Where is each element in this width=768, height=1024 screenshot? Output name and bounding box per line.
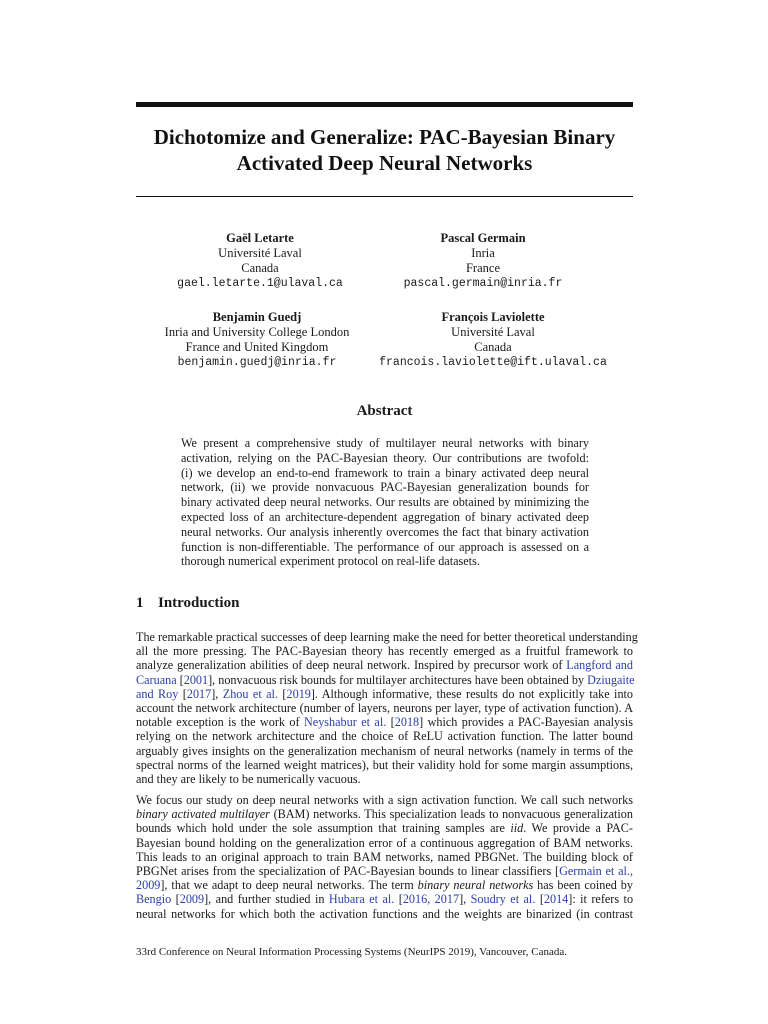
text-run: bounds which hold under the sole assumption that training samples are [136, 821, 511, 836]
text-run: ]. Although informative, these results do not explicitly take into [310, 686, 634, 701]
author-name: Gaël Letarte [226, 231, 294, 245]
citation-link[interactable]: 2017 [186, 686, 212, 701]
author-name: Benjamin Guedj [212, 310, 302, 324]
paragraph-line: relying on the network architecture and the choice of ReLU activation function. The latter bound [136, 729, 633, 744]
section-number: 1 [136, 595, 144, 611]
abstract-line: binary activated deep neural networks. Our results are obtained by minimizing the [181, 495, 589, 510]
paragraph-line: account the network architecture (number of layers, neurons per layer, type of activation function). A [136, 701, 633, 716]
paragraph-line: Bayesian bound holding on the generalization error of a continuous aggregation of BAM networks. [136, 835, 633, 850]
author-email[interactable]: francois.laviolette@ift.ulaval.ca [379, 356, 607, 369]
title-line-1: Dichotomize and Generalize: PAC-Bayesian Binary [153, 125, 616, 149]
paragraph-line [136, 715, 633, 729]
paragraph-line: and they are likely to be numerically vacuous. [136, 772, 361, 787]
paragraph-line [136, 864, 633, 878]
author-block-letarte [160, 231, 360, 291]
abstract-line: expected loss of an architecture-dependent aggregation of binary activated deep [181, 509, 589, 524]
intro-paragraph-2 [136, 793, 633, 921]
citation-link[interactable]: 2001 [183, 672, 209, 687]
text-run: ], and further studied in [204, 892, 329, 907]
paragraph-line [136, 687, 633, 701]
text-run: has been coined by [533, 878, 633, 893]
author-affiliation: Inria [471, 246, 495, 260]
author-affiliation: Université Laval [218, 246, 302, 260]
author-email[interactable]: benjamin.guedj@inria.fr [177, 356, 337, 369]
abstract-line: network, (ii) we provide nonvacuous PAC-Bayesian generalization bounds for [181, 480, 589, 495]
text-run: ], nonvacuous risk bounds for multilayer architectures have been obtained by [208, 672, 588, 687]
paragraph-line: The remarkable practical successes of deep learning make the need for better theoretical understanding [136, 630, 638, 644]
author-country: Canada [241, 261, 279, 275]
text-run: . We provide a PAC- [523, 821, 633, 836]
text-run: ] which provides a PAC-Bayesian analysis [419, 715, 634, 730]
text-run: ], [211, 686, 223, 701]
italic-term: binary activated multilayer [136, 807, 270, 822]
title-top-rule [136, 102, 633, 107]
citation-link[interactable]: Dziugaite [587, 672, 635, 687]
citation-link[interactable]: Langford and [566, 658, 633, 673]
text-run: [ [171, 892, 180, 907]
text-run: ]: it refers to [568, 892, 634, 907]
text-run: ], that we adapt to deep neural networks. The term [160, 878, 418, 893]
conference-footnote: 33rd Conference on Neural Information Processing Systems (NeurIPS 2019), Vancouver, Canada. [136, 946, 568, 958]
citation-link[interactable]: Caruana [136, 672, 177, 687]
paragraph-line [136, 821, 633, 835]
abstract-heading: Abstract [356, 403, 413, 419]
paragraph-line: This leads to an original approach to train BAM networks, named PBGNet. The building block of [136, 849, 633, 864]
text-run: [ [394, 892, 403, 907]
citation-link[interactable]: and Roy [136, 686, 179, 701]
abstract-line: We present a comprehensive study of multilayer neural networks with binary [181, 436, 589, 450]
abstract-line: thorough numerical experiment protocol on real-life datasets. [181, 554, 480, 569]
author-country: France and United Kingdom [185, 340, 329, 354]
abstract-body [181, 436, 589, 569]
citation-link[interactable]: Hubara et al. [328, 892, 395, 907]
text-run: ], [459, 892, 471, 907]
author-email[interactable]: pascal.germain@inria.fr [403, 277, 563, 290]
text-run: notable exception is the work of [136, 715, 304, 730]
text-run: [ [176, 672, 184, 687]
author-email[interactable]: gael.letarte.1@ulaval.ca [177, 277, 343, 290]
text-run: [ [386, 715, 395, 730]
text-run: analyze generalization abilities of deep neural network. Inspired by precursor work of [136, 658, 567, 673]
paragraph-line [136, 878, 633, 892]
citation-link[interactable]: 2009 [136, 878, 161, 893]
citation-link[interactable]: Soudry et al. [470, 892, 536, 907]
citation-link[interactable]: 2014 [543, 892, 569, 907]
author-country: France [465, 261, 500, 275]
paragraph-line: arguably gives insights on the generalization mechanism of neural networks (namely in terms of the [136, 743, 633, 758]
author-block-laviolette [375, 310, 611, 370]
paper-title [136, 124, 633, 176]
author-affiliation: Université Laval [451, 325, 535, 339]
section-title: Introduction [158, 595, 240, 611]
text-run: [ [278, 686, 287, 701]
text-run: [ [178, 686, 187, 701]
author-name: Pascal Germain [440, 231, 526, 245]
paragraph-line [136, 658, 633, 672]
author-country: Canada [474, 340, 512, 354]
author-affiliation: Inria and University College London [164, 325, 350, 339]
author-block-guedj [145, 310, 369, 370]
citation-link[interactable]: Zhou et al. [222, 686, 278, 701]
paragraph-line: spectral norms of the learned weight matrices), but their validity hold for some margin assumptions, [136, 757, 633, 772]
abstract-line: (i) we develop an end-to-end framework to train a binary activated deep neural [181, 465, 589, 480]
text-run: [ [535, 892, 544, 907]
section-heading-introduction [136, 595, 239, 612]
citation-link[interactable]: 2009 [179, 892, 205, 907]
text-run: PBGNet arises from the specialization of PAC-Bayesian bounds to linear classifiers [ [136, 864, 560, 879]
abstract-line: activation, relying on the PAC-Bayesian theory. Our contributions are twofold: [181, 450, 589, 465]
title-bottom-rule [136, 196, 633, 197]
paragraph-line [136, 673, 633, 687]
citation-link[interactable]: Germain et al., [559, 864, 633, 879]
title-line-2: Activated Deep Neural Networks [236, 151, 533, 175]
paragraph-line: neural networks for which both the activation functions and the weights are binarized (in contrast [136, 906, 633, 921]
paragraph-line [136, 892, 633, 906]
paragraph-line: all the more pressing. The PAC-Bayesian theory has recently emerged as a fruitful framework to [136, 644, 633, 659]
citation-link[interactable]: 2016, 2017 [402, 892, 460, 907]
paragraph-line [136, 807, 633, 821]
italic-term: iid [510, 821, 524, 836]
text-run: (BAM) networks. This specialization leads to nonvacuous generalization [269, 807, 633, 822]
abstract-line: neural networks. Our analysis inherently overcomes the fact that binary activation [181, 524, 589, 539]
italic-term: binary neural networks [417, 878, 534, 893]
citation-link[interactable]: 2018 [394, 715, 420, 730]
abstract-line: function is non-differentiable. The performance of our approach is assessed on a [181, 539, 589, 554]
citation-link[interactable]: 2019 [286, 686, 311, 701]
author-block-germain [383, 231, 583, 291]
author-name: François Laviolette [441, 310, 545, 324]
citation-link[interactable]: Bengio [136, 892, 172, 907]
paragraph-line: We focus our study on deep neural networks with a sign activation function. We call such networks [136, 793, 633, 807]
citation-link[interactable]: Neyshabur et al. [303, 715, 387, 730]
intro-paragraph-1 [136, 630, 638, 787]
